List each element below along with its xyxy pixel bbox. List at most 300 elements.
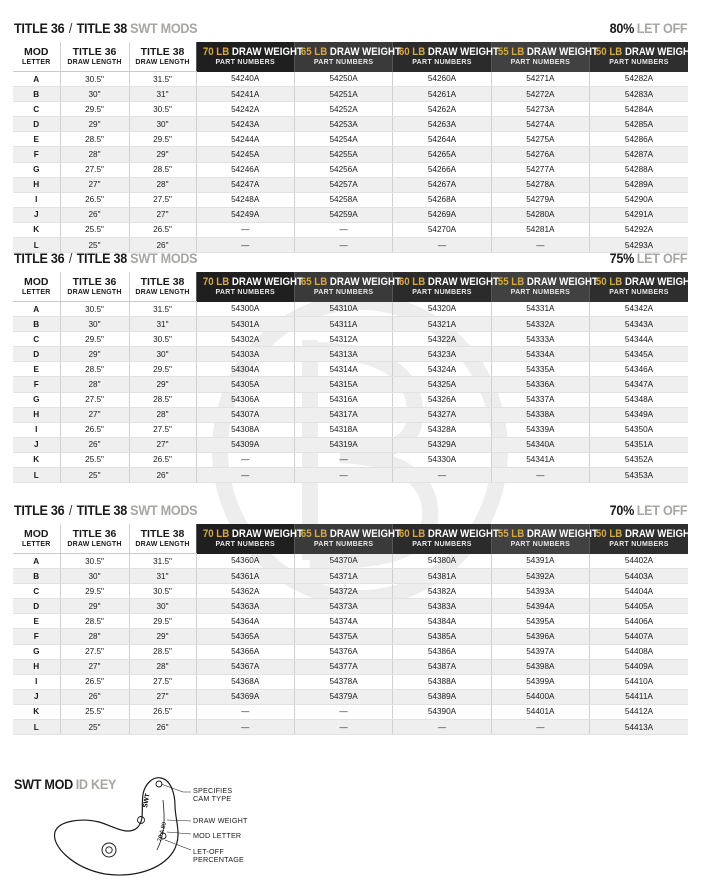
part-number: 54321A [393, 317, 491, 332]
part-number: 54337A [491, 392, 589, 407]
mod-letter: D [13, 117, 60, 132]
table-row [13, 452, 688, 467]
title36-draw-length: 27.5" [60, 162, 129, 177]
mod-letter: H [13, 659, 60, 674]
part-number: 54287A [590, 147, 688, 162]
part-number: 54339A [491, 422, 589, 437]
part-number: 54404A [590, 584, 688, 599]
part-number: 54351A [590, 437, 688, 452]
part-number: 54247A [196, 177, 294, 192]
table-row [13, 377, 688, 392]
part-number: — [491, 468, 589, 483]
letoff-label: 80% LET OFF [609, 20, 687, 36]
table-row [13, 614, 688, 629]
table-row [13, 644, 688, 659]
mod-letter: E [13, 132, 60, 147]
swt-mod-id-key [13, 770, 313, 880]
part-number: 54288A [590, 162, 688, 177]
part-number: 54269A [393, 207, 491, 222]
part-number: 54350A [590, 422, 688, 437]
title38-draw-length: 28.5" [129, 644, 196, 659]
title38-draw-length: 27" [129, 207, 196, 222]
part-number: 54374A [294, 614, 392, 629]
part-number: 54256A [294, 162, 392, 177]
key-title: SWT MOD ID KEY [14, 776, 117, 792]
cam-label-code: 70 A 80 [157, 821, 169, 843]
part-number: 54335A [491, 362, 589, 377]
title36-draw-length: 28" [60, 629, 129, 644]
part-number: 54406A [590, 614, 688, 629]
mod-letter: C [13, 584, 60, 599]
part-number: 54326A [393, 392, 491, 407]
part-number: 54342A [590, 302, 688, 317]
part-number: 54267A [393, 177, 491, 192]
letoff-section-0 [13, 18, 696, 253]
column-header-t38: TITLE 38 DRAW LENGTH [129, 272, 196, 302]
part-number: 54317A [294, 407, 392, 422]
part-number: 54401A [491, 704, 589, 719]
mod-letter: B [13, 317, 60, 332]
part-number: 54285A [590, 117, 688, 132]
mod-letter: J [13, 207, 60, 222]
part-number: 54368A [196, 674, 294, 689]
title38-draw-length: 26.5" [129, 452, 196, 467]
table-row [13, 192, 688, 207]
part-number: — [491, 238, 589, 253]
title36-draw-length: 25" [60, 720, 129, 735]
table-row [13, 468, 688, 483]
callout-cam-type: SPECIFIES CAM TYPE [193, 786, 233, 804]
part-number-table [13, 524, 696, 735]
part-number: 54328A [393, 422, 491, 437]
title38-draw-length: 30.5" [129, 584, 196, 599]
callout-let-off: LET-OFF PERCENTAGE [193, 847, 244, 865]
part-number: — [393, 238, 491, 253]
title38-draw-length: 29" [129, 629, 196, 644]
table-row [13, 437, 688, 452]
title36-draw-length: 30" [60, 317, 129, 332]
title36-draw-length: 29.5" [60, 102, 129, 117]
table-row [13, 332, 688, 347]
part-number: 54248A [196, 192, 294, 207]
part-number: 54302A [196, 332, 294, 347]
part-number: 54281A [491, 222, 589, 237]
title36-draw-length: 27.5" [60, 392, 129, 407]
title36-draw-length: 27.5" [60, 644, 129, 659]
part-number: — [196, 468, 294, 483]
part-number: 54364A [196, 614, 294, 629]
part-number: — [196, 720, 294, 735]
table-row [13, 599, 688, 614]
title38-draw-length: 29" [129, 377, 196, 392]
column-header-weight-4: 50 LB DRAW WEIGHT PART NUMBERS [590, 524, 688, 554]
mod-letter: K [13, 452, 60, 467]
title36-draw-length: 29" [60, 599, 129, 614]
part-number: — [294, 238, 392, 253]
part-number: 54259A [294, 207, 392, 222]
title38-draw-length: 31" [129, 87, 196, 102]
part-number: 54411A [590, 689, 688, 704]
part-number: 54332A [491, 317, 589, 332]
part-number: 54309A [196, 437, 294, 452]
mod-letter: I [13, 192, 60, 207]
part-number: 54344A [590, 332, 688, 347]
title36-draw-length: 30.5" [60, 554, 129, 569]
part-number: 54399A [491, 674, 589, 689]
part-number: 54396A [491, 629, 589, 644]
cam-label-swt: SWT [142, 792, 152, 809]
part-number: 54345A [590, 347, 688, 362]
title38-draw-length: 27.5" [129, 422, 196, 437]
title36-draw-length: 25.5" [60, 222, 129, 237]
part-number: 54286A [590, 132, 688, 147]
title38-draw-length: 29.5" [129, 362, 196, 377]
part-number: 54388A [393, 674, 491, 689]
part-number: 54400A [491, 689, 589, 704]
title38-draw-length: 31.5" [129, 72, 196, 87]
mod-letter: F [13, 629, 60, 644]
part-number: 54274A [491, 117, 589, 132]
part-number: 54363A [196, 599, 294, 614]
part-number: 54402A [590, 554, 688, 569]
part-number: 54315A [294, 377, 392, 392]
part-number: 54333A [491, 332, 589, 347]
column-header-t38: TITLE 38 DRAW LENGTH [129, 42, 196, 72]
title36-draw-length: 26" [60, 207, 129, 222]
column-header-weight-0: 70 LB DRAW WEIGHT PART NUMBERS [196, 42, 294, 72]
title36-draw-length: 28.5" [60, 132, 129, 147]
part-number: — [294, 452, 392, 467]
part-number: 54264A [393, 132, 491, 147]
table-row [13, 554, 688, 569]
table-row [13, 674, 688, 689]
part-number: 54346A [590, 362, 688, 377]
mod-letter: B [13, 569, 60, 584]
part-number: 54283A [590, 87, 688, 102]
part-number: 54394A [491, 599, 589, 614]
title38-draw-length: 31" [129, 317, 196, 332]
table-row [13, 147, 688, 162]
table-row [13, 207, 688, 222]
title38-draw-length: 30" [129, 117, 196, 132]
mod-letter: J [13, 437, 60, 452]
part-number: 54265A [393, 147, 491, 162]
table-row [13, 689, 688, 704]
part-number: 54389A [393, 689, 491, 704]
part-number: 54260A [393, 72, 491, 87]
part-number: 54349A [590, 407, 688, 422]
part-number: — [294, 704, 392, 719]
title36-draw-length: 29.5" [60, 332, 129, 347]
part-number: 54262A [393, 102, 491, 117]
title38-draw-length: 29.5" [129, 132, 196, 147]
mod-letter: I [13, 422, 60, 437]
mod-letter: L [13, 238, 60, 253]
mod-letter: H [13, 177, 60, 192]
title38-draw-length: 29" [129, 147, 196, 162]
part-number: 54370A [294, 554, 392, 569]
title38-draw-length: 27.5" [129, 192, 196, 207]
part-number: — [294, 222, 392, 237]
title36-draw-length: 28.5" [60, 614, 129, 629]
part-number: 54360A [196, 554, 294, 569]
part-number: 54407A [590, 629, 688, 644]
table-row [13, 659, 688, 674]
part-number: 54308A [196, 422, 294, 437]
part-number: 54290A [590, 192, 688, 207]
mod-letter: E [13, 614, 60, 629]
mod-letter: F [13, 377, 60, 392]
part-number: 54367A [196, 659, 294, 674]
part-number: 54376A [294, 644, 392, 659]
part-number: 54331A [491, 302, 589, 317]
title38-draw-length: 30" [129, 347, 196, 362]
part-number: 54369A [196, 689, 294, 704]
part-number: 54378A [294, 674, 392, 689]
title36-draw-length: 25" [60, 468, 129, 483]
table-row [13, 704, 688, 719]
column-header-weight-1: 65 LB DRAW WEIGHT PART NUMBERS [294, 524, 392, 554]
part-number: 54304A [196, 362, 294, 377]
part-number: 54240A [196, 72, 294, 87]
part-number: 54325A [393, 377, 491, 392]
part-number: 54403A [590, 569, 688, 584]
column-header-mod: MOD LETTER [13, 42, 60, 72]
table-header-row [13, 524, 688, 554]
part-number: 54318A [294, 422, 392, 437]
part-number: 54263A [393, 117, 491, 132]
part-number: 54371A [294, 569, 392, 584]
part-number: 54323A [393, 347, 491, 362]
part-number: 54282A [590, 72, 688, 87]
part-number: 54390A [393, 704, 491, 719]
part-number: 54245A [196, 147, 294, 162]
part-number: 54261A [393, 87, 491, 102]
table-row [13, 102, 688, 117]
part-number: 54338A [491, 407, 589, 422]
part-number-table [13, 272, 696, 483]
part-number-table [13, 42, 696, 253]
part-number: 54377A [294, 659, 392, 674]
mod-letter: F [13, 147, 60, 162]
title38-draw-length: 28.5" [129, 392, 196, 407]
mod-letter: G [13, 392, 60, 407]
part-number: 54270A [393, 222, 491, 237]
part-number: 54316A [294, 392, 392, 407]
part-number: 54278A [491, 177, 589, 192]
title36-draw-length: 26.5" [60, 674, 129, 689]
table-row [13, 407, 688, 422]
part-number: — [491, 720, 589, 735]
column-header-weight-1: 65 LB DRAW WEIGHT PART NUMBERS [294, 42, 392, 72]
title36-draw-length: 27" [60, 177, 129, 192]
title36-draw-length: 25.5" [60, 704, 129, 719]
part-number: 54258A [294, 192, 392, 207]
part-number: 54373A [294, 599, 392, 614]
title36-draw-length: 27" [60, 407, 129, 422]
part-number: 54277A [491, 162, 589, 177]
section-title: TITLE 36 / TITLE 38 SWT MODS [14, 250, 198, 266]
part-number: 54352A [590, 452, 688, 467]
mod-letter: J [13, 689, 60, 704]
part-number: 54392A [491, 569, 589, 584]
title38-draw-length: 26.5" [129, 222, 196, 237]
part-number: 54380A [393, 554, 491, 569]
part-number: 54271A [491, 72, 589, 87]
part-number: 54306A [196, 392, 294, 407]
mod-letter: A [13, 554, 60, 569]
part-number: 54293A [590, 238, 688, 253]
part-number: 54319A [294, 437, 392, 452]
title38-draw-length: 31.5" [129, 302, 196, 317]
part-number: 54320A [393, 302, 491, 317]
table-row [13, 317, 688, 332]
part-number: 54305A [196, 377, 294, 392]
mod-letter: D [13, 347, 60, 362]
part-number: 54257A [294, 177, 392, 192]
title36-draw-length: 26" [60, 437, 129, 452]
table-row [13, 584, 688, 599]
column-header-weight-2: 60 LB DRAW WEIGHT PART NUMBERS [393, 272, 491, 302]
part-number: 54300A [196, 302, 294, 317]
mod-letter: G [13, 644, 60, 659]
part-number: 54395A [491, 614, 589, 629]
column-header-weight-1: 65 LB DRAW WEIGHT PART NUMBERS [294, 272, 392, 302]
title38-draw-length: 28" [129, 177, 196, 192]
part-number: 54410A [590, 674, 688, 689]
part-number: 54329A [393, 437, 491, 452]
mod-letter: B [13, 87, 60, 102]
part-number: 54276A [491, 147, 589, 162]
column-header-weight-2: 60 LB DRAW WEIGHT PART NUMBERS [393, 42, 491, 72]
part-number: 54393A [491, 584, 589, 599]
column-header-weight-2: 60 LB DRAW WEIGHT PART NUMBERS [393, 524, 491, 554]
mod-letter: C [13, 102, 60, 117]
title36-draw-length: 30" [60, 569, 129, 584]
column-header-t36: TITLE 36 DRAW LENGTH [60, 272, 129, 302]
title36-draw-length: 28" [60, 377, 129, 392]
part-number: 54382A [393, 584, 491, 599]
mod-letter: L [13, 468, 60, 483]
part-number: 54254A [294, 132, 392, 147]
part-number: — [196, 222, 294, 237]
callout-draw-weight: DRAW WEIGHT [193, 816, 248, 825]
title36-draw-length: 25" [60, 238, 129, 253]
part-number: 54336A [491, 377, 589, 392]
title38-draw-length: 31" [129, 569, 196, 584]
part-number: 54366A [196, 644, 294, 659]
part-number: 54266A [393, 162, 491, 177]
table-row [13, 302, 688, 317]
part-number: 54343A [590, 317, 688, 332]
title36-draw-length: 30" [60, 87, 129, 102]
mod-letter: D [13, 599, 60, 614]
section-title: TITLE 36 / TITLE 38 SWT MODS [14, 20, 198, 36]
title38-draw-length: 26" [129, 238, 196, 253]
part-number: 54375A [294, 629, 392, 644]
part-number: 54273A [491, 102, 589, 117]
table-row [13, 569, 688, 584]
title38-draw-length: 29.5" [129, 614, 196, 629]
part-number: — [294, 468, 392, 483]
part-number: 54334A [491, 347, 589, 362]
part-number: — [393, 720, 491, 735]
part-number: 54255A [294, 147, 392, 162]
part-number: 54383A [393, 599, 491, 614]
part-number: 54324A [393, 362, 491, 377]
part-number: 54372A [294, 584, 392, 599]
table-header-row [13, 272, 688, 302]
title36-draw-length: 28.5" [60, 362, 129, 377]
title38-draw-length: 28.5" [129, 162, 196, 177]
table-row [13, 362, 688, 377]
part-number: 54348A [590, 392, 688, 407]
title38-draw-length: 27" [129, 437, 196, 452]
table-row [13, 87, 688, 102]
mod-letter: K [13, 704, 60, 719]
part-number: 54250A [294, 72, 392, 87]
part-number: 54307A [196, 407, 294, 422]
part-number: 54322A [393, 332, 491, 347]
title38-draw-length: 30" [129, 599, 196, 614]
table-row [13, 72, 688, 87]
table-row [13, 177, 688, 192]
part-number: 54381A [393, 569, 491, 584]
part-number: — [196, 704, 294, 719]
letoff-section-2 [13, 500, 696, 735]
table-row [13, 629, 688, 644]
title38-draw-length: 31.5" [129, 554, 196, 569]
part-number: 54412A [590, 704, 688, 719]
part-number: — [294, 720, 392, 735]
column-header-weight-4: 50 LB DRAW WEIGHT PART NUMBERS [590, 272, 688, 302]
mod-letter: A [13, 302, 60, 317]
part-number: 54303A [196, 347, 294, 362]
column-header-t38: TITLE 38 DRAW LENGTH [129, 524, 196, 554]
part-number: 54284A [590, 102, 688, 117]
part-number: 54244A [196, 132, 294, 147]
part-number: 54340A [491, 437, 589, 452]
part-number: 54405A [590, 599, 688, 614]
title38-draw-length: 30.5" [129, 102, 196, 117]
part-number: 54311A [294, 317, 392, 332]
part-number: 54385A [393, 629, 491, 644]
mod-letter: L [13, 720, 60, 735]
part-number: 54243A [196, 117, 294, 132]
column-header-mod: MOD LETTER [13, 524, 60, 554]
table-row [13, 422, 688, 437]
title38-draw-length: 28" [129, 659, 196, 674]
part-number: 54365A [196, 629, 294, 644]
part-number: 54275A [491, 132, 589, 147]
table-row [13, 347, 688, 362]
part-number: 54280A [491, 207, 589, 222]
title38-draw-length: 27" [129, 689, 196, 704]
part-number: 54330A [393, 452, 491, 467]
title36-draw-length: 29.5" [60, 584, 129, 599]
part-number: 54312A [294, 332, 392, 347]
table-row [13, 117, 688, 132]
section-title: TITLE 36 / TITLE 38 SWT MODS [14, 502, 198, 518]
title36-draw-length: 28" [60, 147, 129, 162]
title36-draw-length: 26" [60, 689, 129, 704]
title38-draw-length: 26" [129, 720, 196, 735]
column-header-weight-3: 55 LB DRAW WEIGHT PART NUMBERS [491, 42, 589, 72]
column-header-weight-3: 55 LB DRAW WEIGHT PART NUMBERS [491, 272, 589, 302]
column-header-weight-4: 50 LB DRAW WEIGHT PART NUMBERS [590, 42, 688, 72]
title36-draw-length: 29" [60, 347, 129, 362]
column-header-weight-3: 55 LB DRAW WEIGHT PART NUMBERS [491, 524, 589, 554]
